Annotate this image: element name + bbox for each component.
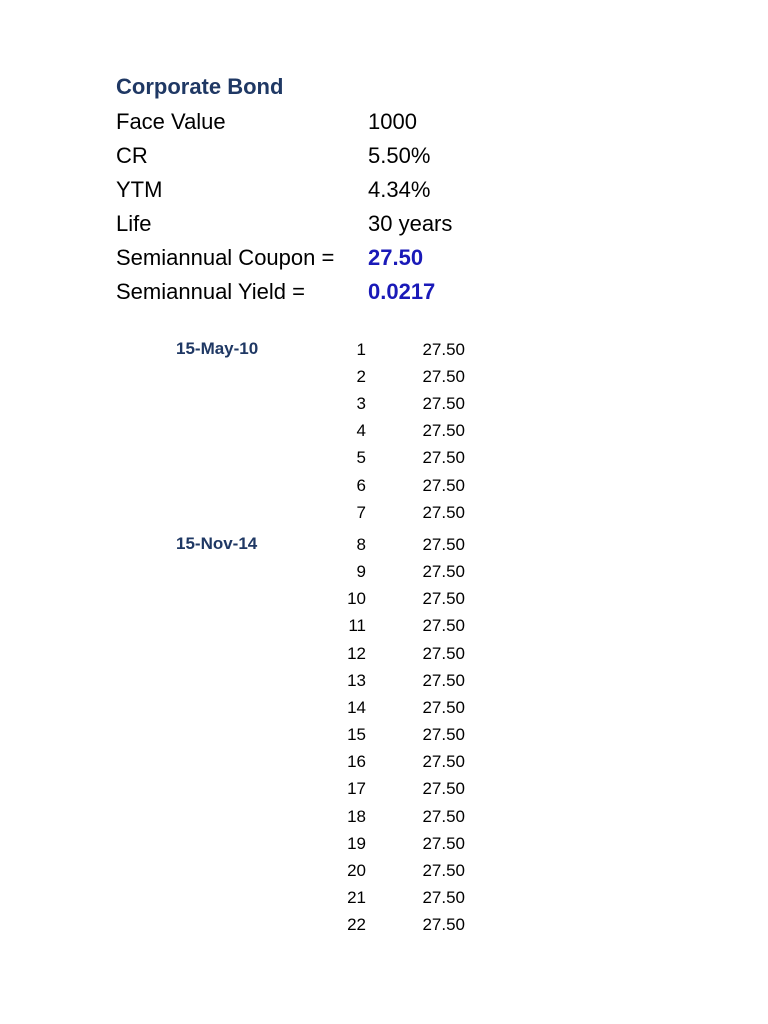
summary-label: YTM [116,177,163,202]
table-row [300,336,480,363]
period-number: 9 [356,562,366,582]
summary-value: 5.50% [368,143,431,168]
table-row [300,558,480,585]
coupon-amount: 27.50 [422,589,465,609]
period-number: 19 [347,833,366,853]
coupon-amount: 27.50 [422,915,465,935]
summary-row [116,241,536,275]
table-row [300,472,480,499]
summary-row [116,173,536,207]
coupon-amount: 27.50 [422,833,465,853]
table-row [300,830,480,857]
table-row [300,748,480,775]
period-number: 14 [347,697,366,717]
coupon-amount: 27.50 [422,475,465,495]
coupon-amount: 27.50 [422,535,465,554]
table-row [300,775,480,802]
coupon-amount: 27.50 [422,887,465,907]
summary-row [116,105,536,139]
summary-row [116,275,536,309]
summary-value: 4.34% [368,177,431,202]
summary-label: Semiannual Yield = [116,279,305,304]
period-number: 16 [347,752,366,772]
period-number: 20 [347,860,366,880]
period-number: 11 [348,616,366,636]
coupon-amount: 27.50 [422,643,465,663]
period-number: 17 [347,779,366,799]
summary-value: 0.0217 [368,279,436,304]
coupon-amount: 27.50 [422,502,465,522]
coupon-amount: 27.50 [422,367,465,387]
coupon-amount: 27.50 [422,394,465,414]
period-number: 12 [347,643,366,663]
table-row [300,857,480,884]
coupon-amount: 27.50 [422,752,465,772]
table-row [300,640,480,667]
period-number: 2 [356,367,366,387]
table-row [300,390,480,417]
coupon-amount: 27.50 [422,340,465,359]
coupon-amount: 27.50 [422,670,465,690]
summary-label: Life [116,211,152,236]
summary-label: Semiannual Coupon = [116,245,335,270]
table-row [300,585,480,612]
period-number: 10 [347,589,366,609]
coupon-amount: 27.50 [422,779,465,799]
period-number: 15 [347,725,366,745]
table-row [300,444,480,471]
period-number: 13 [347,670,366,690]
page-title: Corporate Bond [116,74,284,99]
summary-label: CR [116,143,148,168]
summary-value: 27.50 [368,245,424,270]
summary-value: 1000 [368,109,417,134]
summary-value: 30 years [368,211,453,236]
table-row [300,803,480,830]
table-row [300,499,480,526]
summary-label: Face Value [116,109,226,134]
coupon-amount: 27.50 [422,616,465,636]
period-number: 6 [356,475,366,495]
coupon-amount: 27.50 [422,421,465,441]
table-row [300,417,480,444]
coupon-amount: 27.50 [422,806,465,826]
period-number: 21 [347,887,366,907]
table-row [300,884,480,911]
coupon-amount: 27.50 [422,448,465,468]
table-row [300,363,480,390]
coupon-amount: 27.50 [422,697,465,717]
table-row [300,531,480,558]
date-label: 15-May-10 [176,339,259,358]
coupon-amount: 27.50 [422,562,465,582]
table-row [300,612,480,639]
period-number: 7 [356,502,366,522]
summary-row [116,207,536,241]
coupon-amount: 27.50 [422,860,465,880]
table-row [300,667,480,694]
summary-row [116,139,536,173]
period-number: 1 [356,340,366,359]
period-number: 18 [347,806,366,826]
period-number: 4 [356,421,366,441]
date-label: 15-Nov-14 [176,534,258,553]
table-row [300,911,480,938]
table-row [300,721,480,748]
period-number: 8 [356,535,366,554]
coupon-amount: 27.50 [422,725,465,745]
period-number: 3 [356,394,366,414]
period-number: 22 [347,915,366,935]
table-row [300,694,480,721]
period-number: 5 [356,448,366,468]
